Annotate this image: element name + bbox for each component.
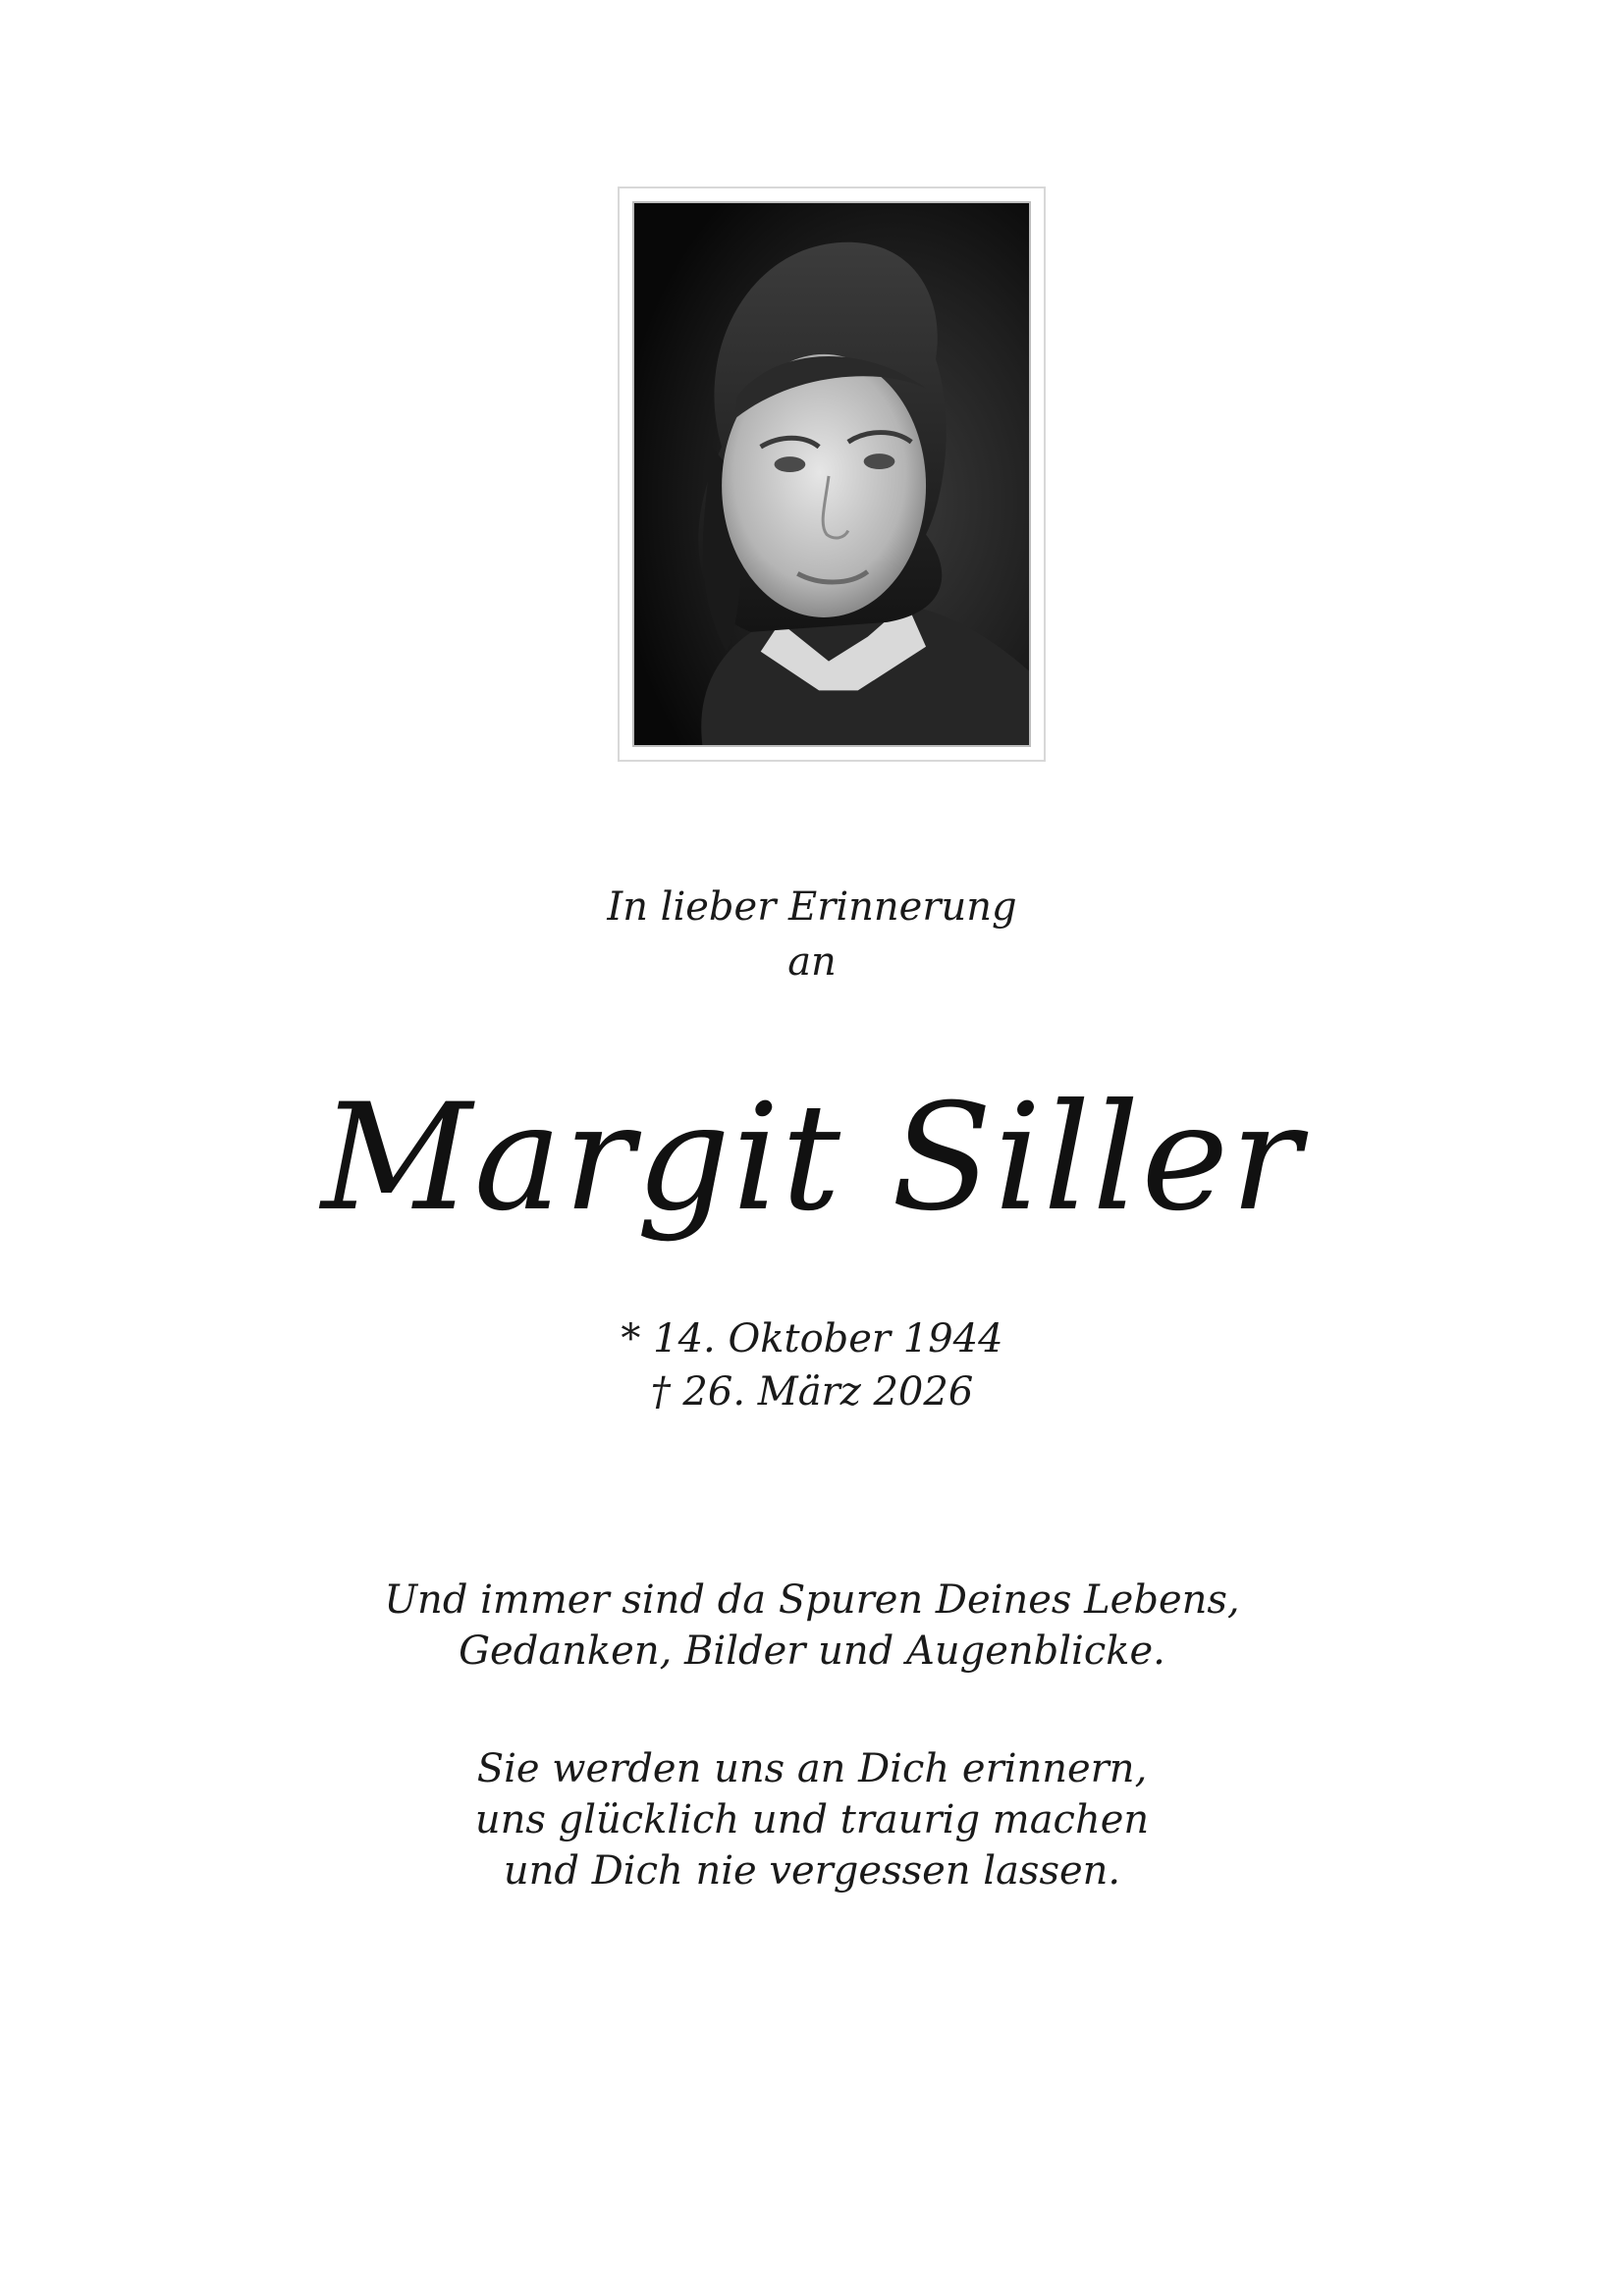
birth-date: * 14. Oktober 1944 xyxy=(621,1316,1003,1362)
intro-connector: an xyxy=(787,939,837,985)
portrait-frame xyxy=(618,187,1046,762)
poem-line: Und immer sind da Spuren Deines Lebens, xyxy=(384,1577,1240,1623)
portrait-photo xyxy=(632,201,1031,747)
poem-line: Gedanken, Bilder und Augenblicke. xyxy=(459,1629,1165,1674)
poem-stanza-1 xyxy=(0,1575,1624,1677)
poem-line: Sie werden uns an Dich erinnern, xyxy=(476,1746,1148,1791)
poem-stanza-2 xyxy=(0,1743,1624,1896)
intro-line: In lieber Erinnerung xyxy=(607,884,1017,930)
deceased-name: Margit Siller xyxy=(321,1073,1303,1244)
death-date: † 26. März 2026 xyxy=(650,1369,974,1415)
poem-line: uns glücklich und traurig machen xyxy=(474,1797,1150,1842)
poem-line: und Dich nie vergessen lassen. xyxy=(503,1848,1121,1894)
